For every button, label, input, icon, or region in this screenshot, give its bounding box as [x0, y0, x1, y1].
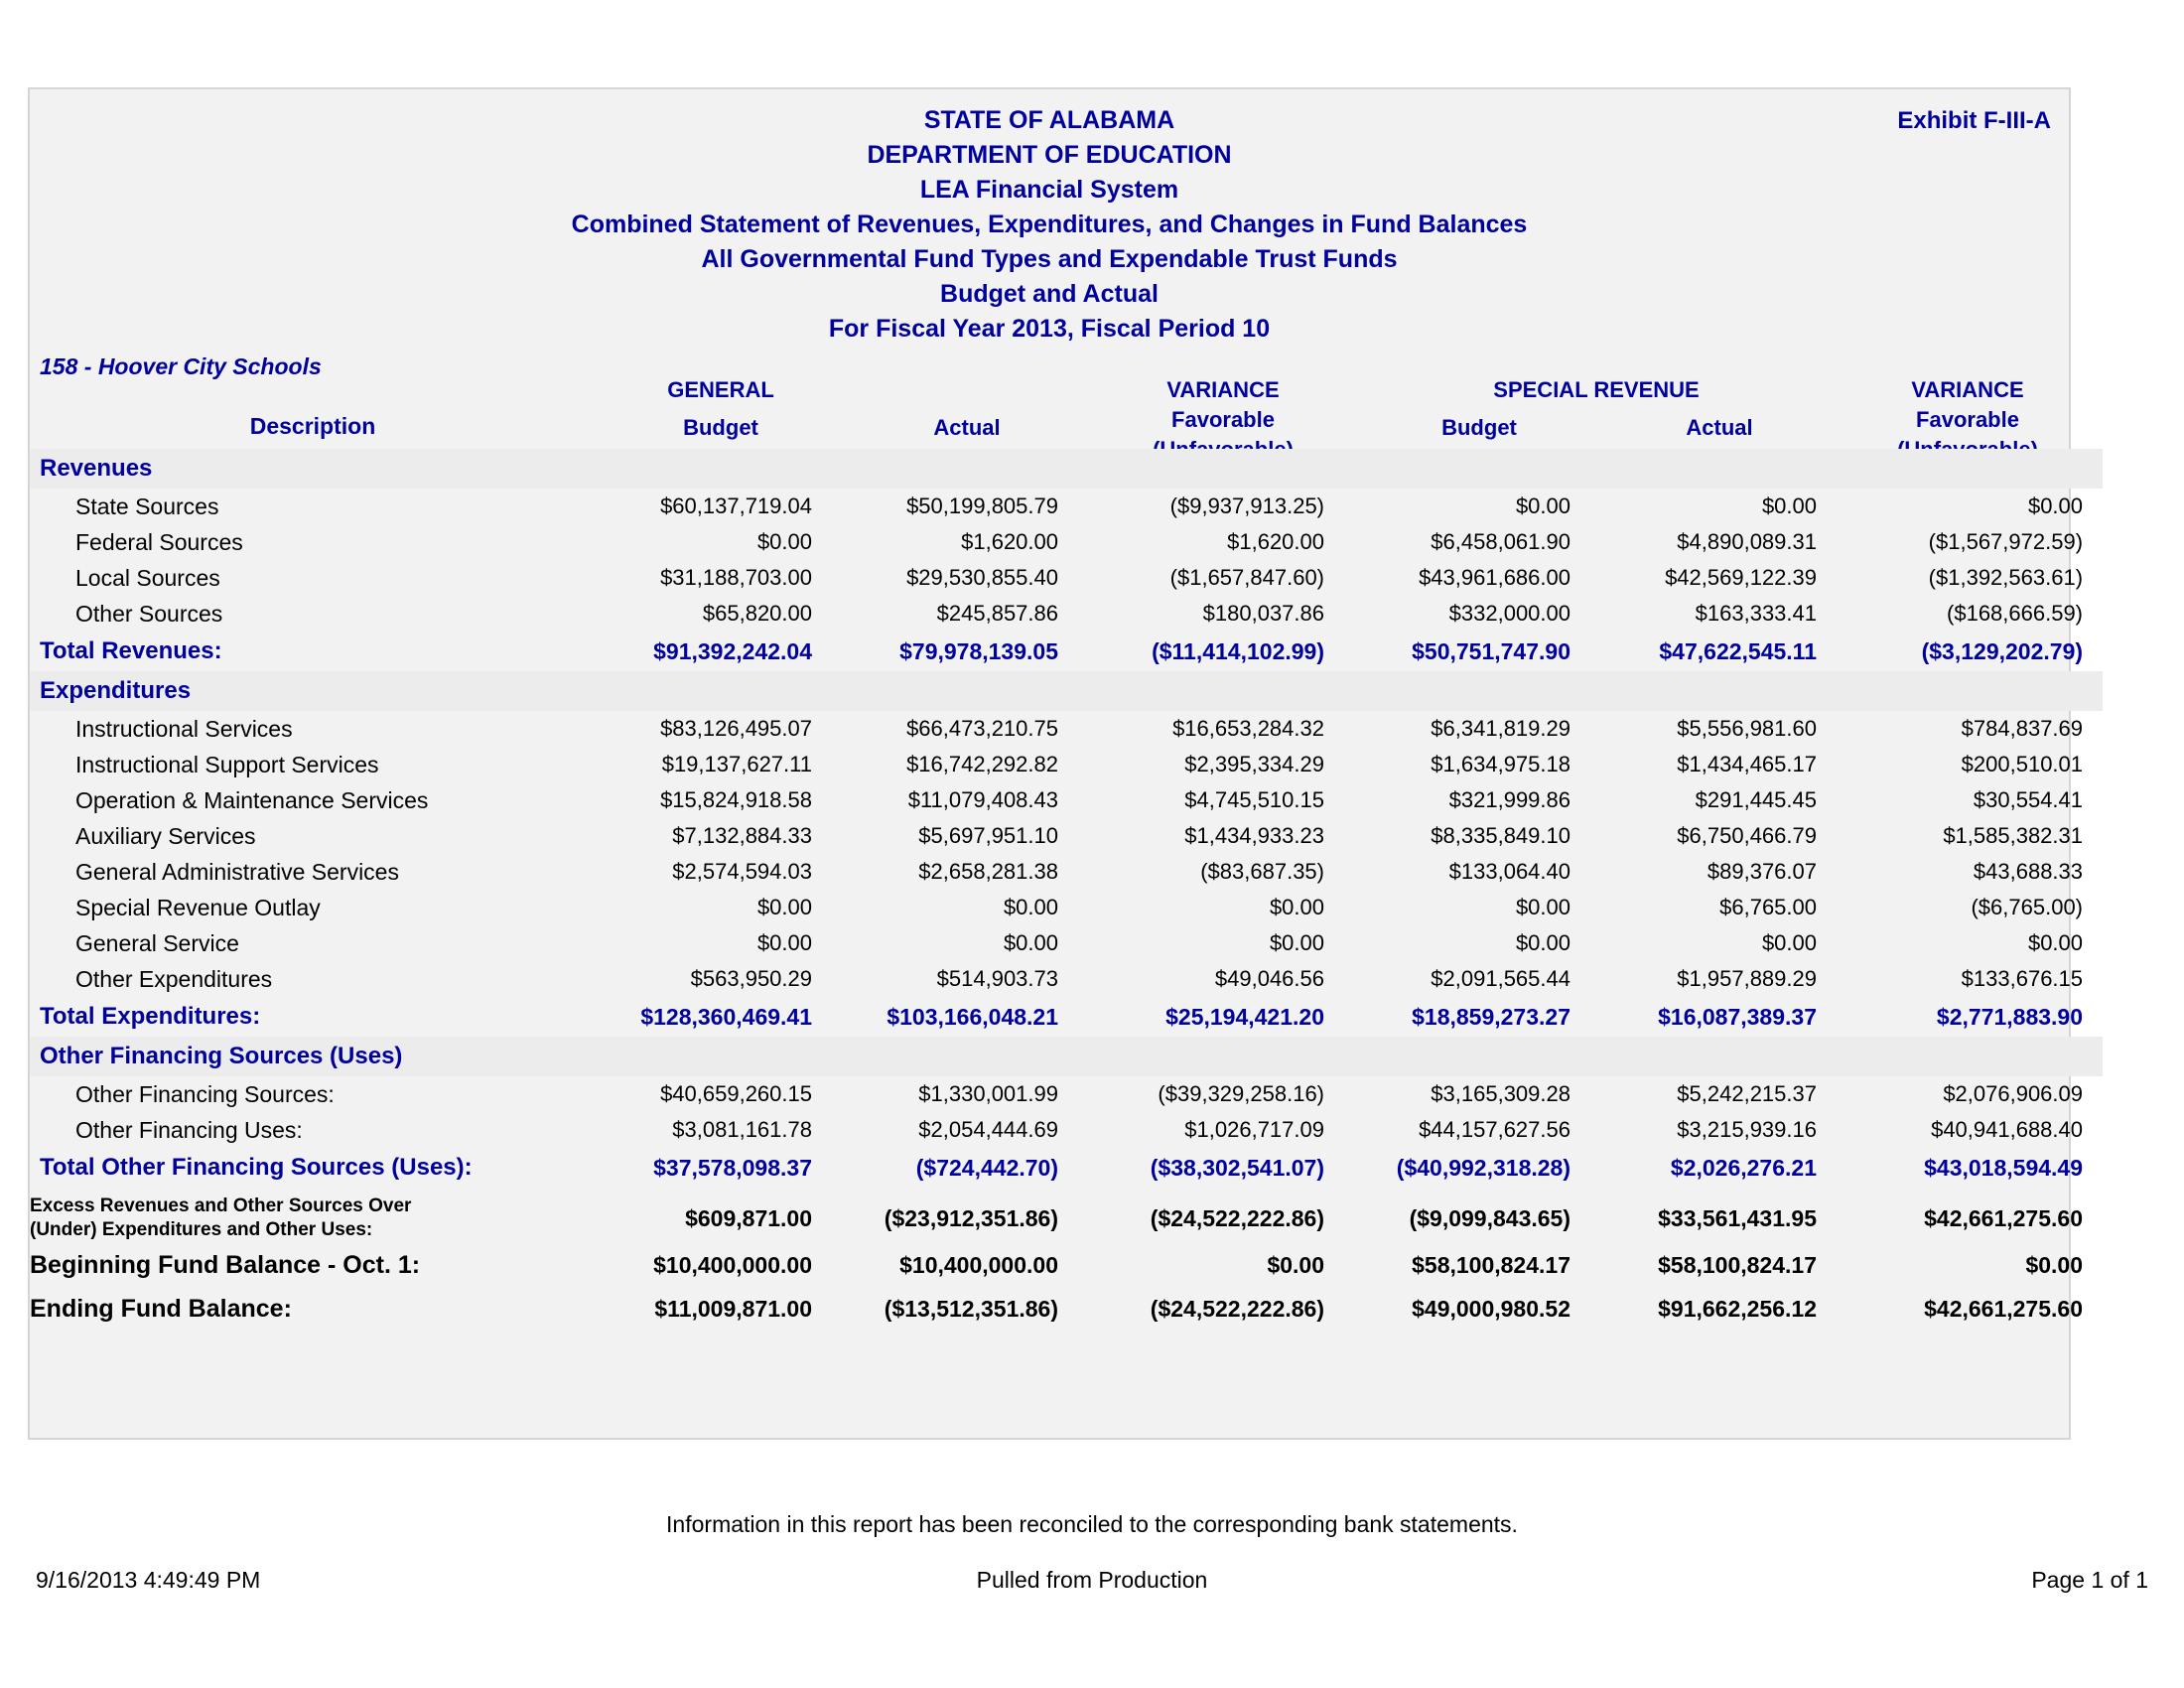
cell-sr_budget: $321,999.86 — [1448, 787, 1570, 812]
cell-sr_var: $42,661,275.60 — [1924, 1204, 2083, 1231]
cell-sr_var: $200,510.01 — [1961, 752, 2084, 776]
table-row — [30, 560, 2103, 596]
cell-gen_actual: $1,330,001.99 — [918, 1081, 1058, 1106]
cell-gen_actual: ($23,912,351.86) — [884, 1204, 1058, 1231]
cell-sr_var: $0.00 — [2027, 493, 2084, 518]
cell-gen_actual: $0.00 — [1003, 895, 1058, 919]
cell-gen_budget: $15,824,918.58 — [660, 787, 812, 812]
cell-sr_budget: $6,458,061.90 — [1431, 529, 1570, 554]
cell-sr_actual: $47,622,545.11 — [1659, 637, 1817, 664]
cell-sr_var: $0.00 — [2025, 1251, 2083, 1278]
total-row — [30, 632, 2103, 671]
cell-sr_budget: $49,000,980.52 — [1412, 1295, 1570, 1322]
row-label: Special Revenue Outlay — [75, 894, 321, 920]
cell-sr_actual: $16,087,389.37 — [1658, 1003, 1817, 1030]
summary-row-label — [30, 1194, 586, 1243]
cell-gen_actual: $10,400,000.00 — [899, 1251, 1058, 1278]
report-title-block — [30, 103, 2069, 347]
section-header-row — [30, 671, 2103, 711]
total-row — [30, 1148, 2103, 1188]
row-label: Other Sources — [75, 600, 223, 627]
cell-gen_actual: $2,054,444.69 — [918, 1117, 1058, 1142]
cell-gen_actual: $103,166,048.21 — [887, 1003, 1058, 1030]
cell-gen_budget: $563,950.29 — [690, 966, 812, 991]
page-title-line-6: Budget and Actual — [940, 280, 1159, 308]
cell-gen_var: $25,194,421.20 — [1165, 1003, 1324, 1030]
cell-gen_actual: $11,079,408.43 — [907, 787, 1058, 812]
cell-sr_budget: $1,634,975.18 — [1431, 752, 1570, 776]
cell-sr_budget: ($9,099,843.65) — [1409, 1204, 1570, 1231]
row-label: General Administrative Services — [75, 858, 399, 885]
cell-sr_actual: $89,376.07 — [1706, 859, 1817, 884]
footer-page: Page 1 of 1 — [2031, 1567, 2148, 1593]
table-row — [30, 961, 2103, 997]
cell-sr_var: ($6,765.00) — [1971, 895, 2084, 919]
cell-gen_actual: $245,857.86 — [936, 601, 1058, 626]
cell-sr_var: $2,771,883.90 — [1936, 1003, 2084, 1030]
footer-source: Pulled from Production — [976, 1567, 1208, 1593]
cell-gen_actual: $50,199,805.79 — [906, 493, 1058, 518]
cell-sr_actual: $3,215,939.16 — [1677, 1117, 1817, 1142]
footer-timestamp: 9/16/2013 4:49:49 PM — [36, 1567, 261, 1593]
reconciliation-note: Information in this report has been reconciled to the corresponding bank statements. — [666, 1511, 1518, 1537]
section-heading: Expenditures — [30, 671, 2103, 711]
cell-gen_var: ($83,687.35) — [1200, 859, 1324, 884]
cell-sr_budget: $0.00 — [1515, 493, 1570, 518]
column-header-description: Description — [249, 413, 376, 439]
cell-sr_actual: $6,765.00 — [1719, 895, 1817, 919]
cell-gen_var: ($9,937,913.25) — [1169, 493, 1324, 518]
cell-sr_var: $42,661,275.60 — [1924, 1295, 2083, 1322]
cell-sr_actual: $1,434,465.17 — [1677, 752, 1817, 776]
cell-gen_var: ($38,302,541.07) — [1150, 1154, 1324, 1181]
page-title-line-5: All Governmental Fund Types and Expendable Trust Funds — [701, 245, 1398, 273]
cell-gen_var: $1,620.00 — [1227, 529, 1324, 554]
summary-table-body — [30, 1194, 2103, 1331]
cell-gen_budget: $40,659,260.15 — [660, 1081, 812, 1106]
cell-sr_var: $133,676.15 — [1961, 966, 2084, 991]
column-group-special-revenue: SPECIAL REVENUE — [1493, 377, 1700, 402]
cell-sr_actual: $0.00 — [1761, 493, 1817, 518]
cell-sr_actual: $6,750,466.79 — [1677, 823, 1817, 848]
cell-gen_var: ($24,522,222.86) — [1150, 1295, 1324, 1322]
cell-gen_actual: $514,903.73 — [936, 966, 1058, 991]
cell-gen_budget: $11,009,871.00 — [654, 1295, 812, 1322]
exhibit-label: Exhibit F-III-A — [1897, 107, 2051, 134]
column-header-general-actual: Actual — [933, 415, 1001, 440]
cell-gen_budget: $65,820.00 — [702, 601, 812, 626]
cell-sr_budget: $133,064.40 — [1448, 859, 1570, 884]
cell-sr_budget: $43,961,686.00 — [1419, 565, 1570, 590]
cell-sr_var: $0.00 — [2027, 930, 2084, 955]
column-variance-favorable-general: Favorable — [1171, 407, 1275, 432]
table-row — [30, 524, 2103, 560]
page-title-line-3: LEA Financial System — [919, 176, 1179, 204]
cell-sr_actual: $91,662,256.12 — [1658, 1295, 1817, 1322]
summary-row — [30, 1194, 2103, 1243]
cell-sr_var: $43,688.33 — [1973, 859, 2084, 884]
cell-sr_var: $2,076,906.09 — [1943, 1081, 2084, 1106]
cell-gen_actual: $0.00 — [1003, 930, 1058, 955]
section-heading: Revenues — [30, 449, 2103, 489]
cell-sr_budget: $6,341,819.29 — [1431, 716, 1570, 741]
cell-gen_var: $1,434,933.23 — [1184, 823, 1324, 848]
cell-gen_var: $49,046.56 — [1214, 966, 1324, 991]
cell-sr_var: ($3,129,202.79) — [1921, 637, 2084, 664]
table-row — [30, 596, 2103, 632]
table-row — [30, 818, 2103, 854]
table-row — [30, 782, 2103, 818]
cell-gen_actual: $1,620.00 — [961, 529, 1058, 554]
cell-sr_budget: $50,751,747.90 — [1412, 637, 1570, 664]
entity-name: 158 - Hoover City Schools — [40, 353, 322, 379]
summary-row-label: Ending Fund Balance: — [30, 1294, 292, 1323]
cell-gen_var: $0.00 — [1269, 895, 1324, 919]
section-heading: Other Financing Sources (Uses) — [30, 1037, 2103, 1076]
cell-sr_var: ($1,392,563.61) — [1928, 565, 2084, 590]
cell-sr_var: ($1,567,972.59) — [1928, 529, 2084, 554]
table-row — [30, 711, 2103, 747]
cell-sr_actual: $0.00 — [1761, 930, 1817, 955]
row-label: Instructional Services — [75, 715, 293, 742]
cell-sr_budget: ($40,992,318.28) — [1396, 1154, 1570, 1181]
cell-sr_budget: $44,157,627.56 — [1419, 1117, 1570, 1142]
summary-block — [30, 1194, 2083, 1331]
financial-statement-table — [30, 449, 2103, 1188]
total-row-label: Total Other Financing Sources (Uses): — [40, 1154, 473, 1181]
total-row-label: Total Expenditures: — [40, 1003, 261, 1030]
cell-gen_var: $1,026,717.09 — [1184, 1117, 1324, 1142]
cell-sr_actual: $2,026,276.21 — [1670, 1154, 1817, 1181]
section-header-row — [30, 1037, 2103, 1076]
cell-sr_actual: $4,890,089.31 — [1677, 529, 1817, 554]
table-row — [30, 1112, 2103, 1148]
summary-row — [30, 1243, 2103, 1287]
summary-label-line-2: (Under) Expenditures and Other Uses: — [30, 1219, 373, 1240]
cell-sr_budget: $0.00 — [1515, 930, 1570, 955]
cell-gen_budget: $31,188,703.00 — [660, 565, 812, 590]
column-header-special-actual: Actual — [1686, 415, 1753, 440]
cell-sr_var: ($168,666.59) — [1947, 601, 2084, 626]
row-label: Other Expenditures — [75, 965, 273, 992]
table-row — [30, 1076, 2103, 1112]
cell-sr_var: $1,585,382.31 — [1943, 823, 2084, 848]
row-label: General Service — [75, 929, 239, 956]
row-label: Instructional Support Services — [75, 751, 379, 777]
cell-gen_var: $4,745,510.15 — [1184, 787, 1324, 812]
column-group-variance-special: VARIANCE — [1911, 377, 2024, 402]
row-label: Other Financing Uses: — [75, 1116, 303, 1143]
table-row — [30, 489, 2103, 524]
table-row — [30, 925, 2103, 961]
cell-sr_var: $30,554.41 — [1973, 787, 2084, 812]
summary-row-label: Beginning Fund Balance - Oct. 1: — [30, 1250, 421, 1279]
row-label: Federal Sources — [75, 528, 243, 555]
cell-sr_actual: $33,561,431.95 — [1658, 1204, 1817, 1231]
cell-gen_budget: $3,081,161.78 — [672, 1117, 812, 1142]
table-body — [30, 449, 2103, 1188]
cell-sr_actual: $5,556,981.60 — [1677, 716, 1817, 741]
cell-gen_budget: $37,578,098.37 — [653, 1154, 812, 1181]
cell-gen_budget: $128,360,469.41 — [640, 1003, 812, 1030]
column-group-general: GENERAL — [667, 377, 774, 402]
summary-table — [30, 1194, 2103, 1331]
cell-sr_actual: $5,242,215.37 — [1677, 1081, 1817, 1106]
cell-gen_budget: $19,137,627.11 — [661, 752, 812, 776]
cell-gen_var: ($24,522,222.86) — [1150, 1204, 1324, 1231]
cell-sr_budget: $58,100,824.17 — [1412, 1251, 1570, 1278]
page-footer — [0, 1567, 2184, 1601]
cell-sr_budget: $8,335,849.10 — [1431, 823, 1570, 848]
table-row — [30, 890, 2103, 925]
row-label: State Sources — [75, 492, 219, 519]
total-row-label: Total Revenues: — [40, 637, 222, 664]
cell-sr_budget: $0.00 — [1515, 895, 1570, 919]
cell-gen_budget: $0.00 — [756, 529, 812, 554]
cell-gen_budget: $83,126,495.07 — [660, 716, 812, 741]
cell-gen_actual: $5,697,951.10 — [918, 823, 1058, 848]
table-row — [30, 854, 2103, 890]
cell-sr_var: $43,018,594.49 — [1924, 1154, 2084, 1181]
section-header-row — [30, 449, 2103, 489]
cell-sr_budget: $332,000.00 — [1448, 601, 1570, 626]
report-frame — [28, 87, 2084, 1440]
cell-gen_var: $16,653,284.32 — [1172, 716, 1324, 741]
cell-gen_var: $0.00 — [1269, 930, 1324, 955]
page-title-line-2: DEPARTMENT OF EDUCATION — [867, 141, 1232, 169]
cell-sr_budget: $18,859,273.27 — [1412, 1003, 1570, 1030]
cell-sr_actual: $291,445.45 — [1695, 787, 1817, 812]
cell-sr_actual: $42,569,122.39 — [1665, 565, 1817, 590]
table-row — [30, 747, 2103, 782]
cell-sr_budget: $3,165,309.28 — [1431, 1081, 1570, 1106]
row-label: Operation & Maintenance Services — [75, 786, 429, 813]
row-label: Auxiliary Services — [75, 822, 256, 849]
cell-sr_actual: $58,100,824.17 — [1658, 1251, 1817, 1278]
cell-gen_var: ($39,329,258.16) — [1158, 1081, 1324, 1106]
row-label: Other Financing Sources: — [75, 1080, 335, 1107]
cell-sr_budget: $2,091,565.44 — [1431, 966, 1570, 991]
cell-sr_var: $784,837.69 — [1961, 716, 2084, 741]
cell-gen_actual: $66,473,210.75 — [906, 716, 1058, 741]
cell-sr_var: $40,941,688.40 — [1931, 1117, 2084, 1142]
cell-gen_actual: $2,658,281.38 — [918, 859, 1058, 884]
column-header-special-budget: Budget — [1441, 415, 1517, 440]
cell-gen_actual: ($13,512,351.86) — [884, 1295, 1058, 1322]
summary-row — [30, 1287, 2103, 1331]
cell-gen_var: ($11,414,102.99) — [1152, 637, 1324, 664]
page-title-line-1: STATE OF ALABAMA — [923, 106, 1175, 134]
cell-sr_actual: $1,957,889.29 — [1677, 966, 1817, 991]
cell-gen_actual: $29,530,855.40 — [906, 565, 1058, 590]
cell-gen_var: $0.00 — [1267, 1251, 1324, 1278]
cell-gen_var: $180,037.86 — [1202, 601, 1324, 626]
column-header-general-budget: Budget — [683, 415, 758, 440]
cell-sr_actual: $163,333.41 — [1695, 601, 1817, 626]
column-group-variance-general: VARIANCE — [1166, 377, 1280, 402]
cell-gen_var: $2,395,334.29 — [1184, 752, 1324, 776]
page-title-line-4: Combined Statement of Revenues, Expenditures, and Changes in Fund Balances — [571, 211, 1528, 238]
cell-gen_budget: $0.00 — [756, 895, 812, 919]
cell-gen_budget: $7,132,884.33 — [672, 823, 812, 848]
row-label: Local Sources — [75, 564, 220, 591]
column-variance-favorable-special: Favorable — [1916, 407, 2019, 432]
cell-gen_var: ($1,657,847.60) — [1169, 565, 1324, 590]
cell-gen_actual: $79,978,139.05 — [899, 637, 1058, 664]
cell-gen_budget: $10,400,000.00 — [653, 1251, 812, 1278]
page-title-line-7: For Fiscal Year 2013, Fiscal Period 10 — [828, 315, 1271, 343]
cell-gen_budget: $91,392,242.04 — [653, 637, 812, 664]
cell-gen_budget: $2,574,594.03 — [672, 859, 812, 884]
cell-gen_budget: $60,137,719.04 — [660, 493, 812, 518]
cell-gen_budget: $0.00 — [756, 930, 812, 955]
cell-gen_actual: $16,742,292.82 — [906, 752, 1058, 776]
cell-gen_actual: ($724,442.70) — [915, 1154, 1058, 1181]
total-row — [30, 997, 2103, 1037]
summary-label-line-1: Excess Revenues and Other Sources Over — [30, 1196, 412, 1216]
cell-gen_budget: $609,871.00 — [685, 1204, 812, 1231]
